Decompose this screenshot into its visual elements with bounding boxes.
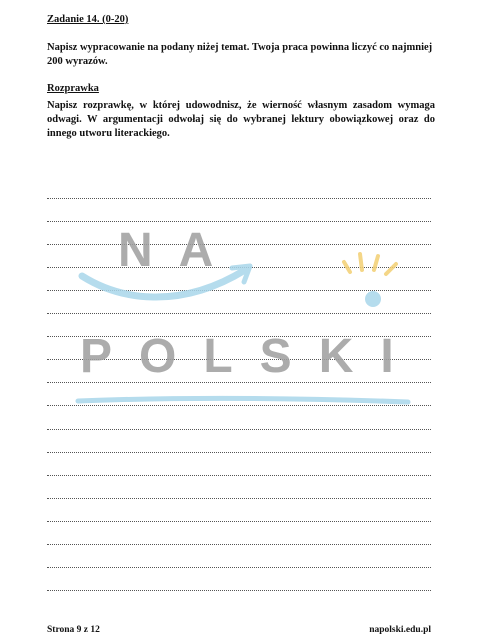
page-number: Strona 9 z 12 xyxy=(47,625,100,635)
site-url[interactable]: napolski.edu.pl xyxy=(369,625,431,635)
answer-line[interactable] xyxy=(47,314,431,337)
watermark-text-na: NA xyxy=(118,224,240,277)
answer-line[interactable] xyxy=(47,499,431,522)
answer-line[interactable] xyxy=(47,545,431,568)
answer-line[interactable] xyxy=(47,268,431,291)
answer-line[interactable] xyxy=(47,383,431,406)
answer-line[interactable] xyxy=(47,222,431,245)
answer-line[interactable] xyxy=(47,176,431,199)
answer-line[interactable] xyxy=(47,291,431,314)
task-title: Zadanie 14. (0-20) xyxy=(47,14,129,25)
task-instruction: Napisz wypracowanie na podany niżej temat. Twoja praca powinna liczyć co najmniej 200 wyrazów. xyxy=(47,42,433,67)
answer-line[interactable] xyxy=(47,360,431,383)
answer-line[interactable] xyxy=(47,430,431,453)
answer-lines[interactable] xyxy=(47,176,431,591)
answer-line[interactable] xyxy=(47,406,431,429)
answer-line[interactable] xyxy=(47,453,431,476)
answer-line[interactable] xyxy=(47,245,431,268)
answer-line[interactable] xyxy=(47,199,431,222)
essay-prompt: Napisz rozprawkę, w której udowodnisz, że wierność własnym zasadom wymaga odwagi. W argumentacji odwołaj się do wybranej lektury obowiązkowej oraz do innego utworu literackiego. xyxy=(47,100,435,139)
section-title: Rozprawka xyxy=(47,83,99,94)
answer-line[interactable] xyxy=(47,476,431,499)
answer-line[interactable] xyxy=(47,522,431,545)
watermark-text-polski: POLSKI xyxy=(80,330,421,383)
answer-line[interactable] xyxy=(47,568,431,591)
answer-line[interactable] xyxy=(47,337,431,360)
